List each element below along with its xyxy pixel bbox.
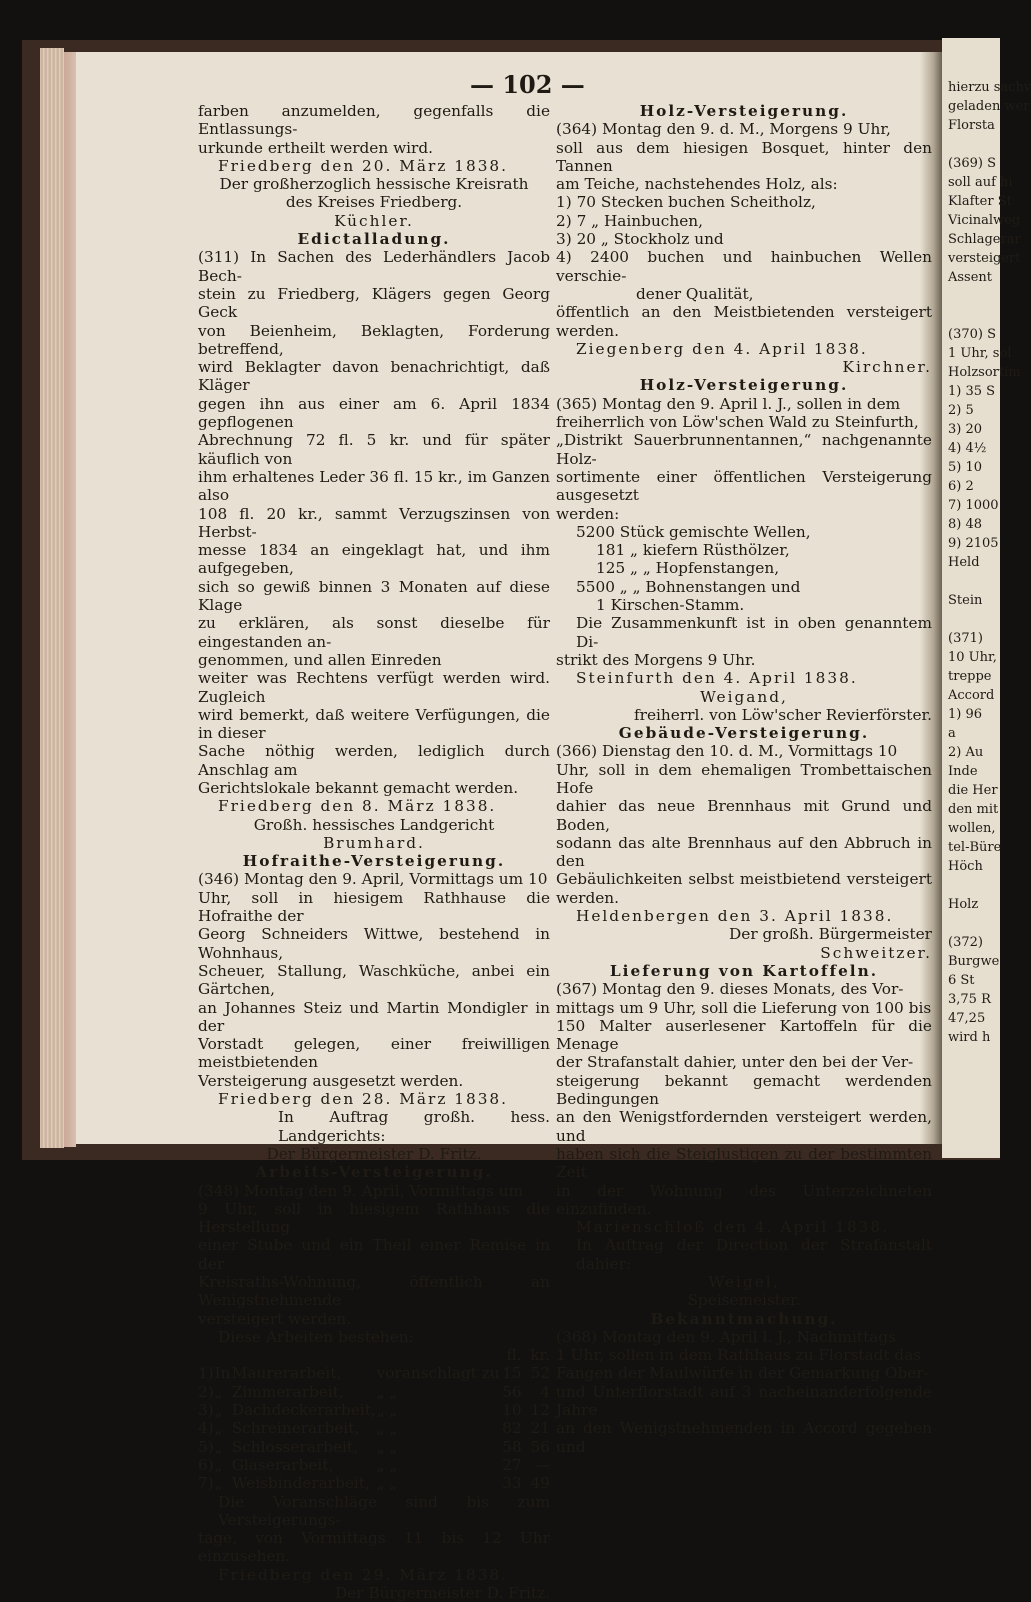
fragment-line [948,135,1008,154]
table-row [198,1401,550,1419]
page-number: — 102 — [470,70,585,99]
cell-kr: 56 [530,1437,550,1456]
right-page-fragment [942,38,1031,1158]
cell-name: Dachdeckerarbeit, [231,1401,376,1420]
cell-name: Schlosserarbeit, [231,1437,358,1456]
cell-kr: 52 [530,1364,550,1383]
cell-ditto: „ [214,1401,223,1420]
fragment-line: Assent [948,270,993,285]
fragment-line [948,610,1008,629]
cell-ditto: „ [214,1437,223,1456]
text-line: Sache nöthig werden, lediglich durch Anschlag am [198,742,550,779]
text-line: tage, von Vormittags 11 bis 12 Uhr einzusehen. [198,1529,550,1566]
text-line: (368) Montag den 9. April l. J., Nachmittags [556,1327,896,1346]
text-line: weiter was Rechtens verfügt werden wird. Zugleich [198,669,550,706]
text-line: soll aus dem hiesigen Bosquet, hinter den Tannen [556,138,932,175]
fragment-line [948,306,1008,325]
text-line: Gebäulichkeiten selbst meistbietend versteigert werden. [556,870,932,907]
text-line: (365) Montag den 9. April l. J., sollen in dem [556,394,901,413]
text-line: stein zu Friedberg, Klägers gegen Georg Geck [198,284,550,322]
text-line: Holz-Versteigerung. [639,102,849,120]
text-line: Georg Schneiders Wittwe, bestehend in Wohnhaus, [198,925,550,962]
text-line: 3) 20 „ Stockholz und [556,230,724,249]
table-row [198,1419,550,1437]
text-line: steigerung bekannt gemacht werdenden Bedingungen [556,1071,932,1109]
fragment-line: Holz [948,897,979,912]
text-line: In Auftrag großh. hess. Landgerichts: [278,1108,550,1145]
cell-note: „ „ [376,1474,398,1493]
text-line: (311) In Sachen des Lederhändlers Jacob Bech- [198,248,550,285]
text-line: Edictalladung. [297,230,451,249]
text-line: Hofraithe-Versteigerung. [242,852,506,871]
text-line: 1 Kirschen-Stamm. [596,596,745,615]
fragment-line: 1) 35 S [948,384,996,399]
table-row [198,1438,550,1456]
text-line: Kreisraths-Wohnung, öffentlich an Wenigstnehmende [198,1273,550,1310]
text-line: Friedberg den 28. März 1838. [218,1090,509,1109]
fragment-line: die Her [948,783,998,798]
text-line: Steinfurth den 4. April 1838. [576,669,858,688]
cell-name: Maurerarbeit, [231,1364,342,1383]
right-page-text [948,78,1031,1047]
fragment-line: den mit [948,802,999,817]
text-line: freiherrlich von Löw'schen Wald zu Steinfurth, [556,413,919,432]
fragment-line: 10 Uhr, [948,650,997,665]
table-row [198,1456,550,1474]
text-line: zu erklären, als sonst dieselbe für eingestanden an- [198,614,550,651]
text-line: Der Bürgermeister D. Fritz. [334,1584,550,1602]
text-line: Friedberg den 20. März 1838. [218,156,509,175]
text-line: Speisemeister. [687,1291,801,1310]
cell-num: 4) [198,1419,214,1438]
text-line: Friedberg den 29. März 1838. [218,1565,509,1584]
text-line: ihm erhaltenes Leder 36 fl. 15 kr., im Ganzen also [198,467,550,505]
text-line: an den Wenigstnehmenden in Accord gegeben und [556,1419,932,1456]
text-line: (346) Montag den 9. April, Vormittags um 10 [198,870,548,889]
fragment-line: 1 Uhr, sol [948,346,1012,361]
text-line: Uhr, soll in dem ehemaligen Trombettaischen Hofe [556,760,932,797]
fragment-line: Burgwe [948,954,1000,969]
table-row [198,1383,550,1401]
fragment-line: 47,25 [948,1011,986,1026]
fragment-line: Accord [948,688,995,703]
text-line: sodann das alte Brennhaus auf den Abbruch in den [556,833,932,871]
text-line: öffentlich an den Meistbietenden versteigert werden. [556,303,932,340]
works-table [198,1346,550,1492]
cell-ditto: „ [214,1382,223,1401]
fragment-line: a [948,726,956,741]
text-line: 125 „ „ Hopfenstangen, [596,559,780,578]
text-line: und Unterflorstadt auf 3 nacheinanderfolgende Jahre [556,1382,932,1420]
text-line: wird Beklagter davon benachrichtigt, daß Kläger [198,358,550,395]
cell-kr: 12 [530,1401,550,1420]
text-line: sich so gewiß binnen 3 Monaten auf diese Klage [198,577,550,615]
text-line: Marienschloß den 4. April 1838. [576,1218,889,1237]
text-line: (348) Montag den 9. April, Vormittags um [198,1181,524,1200]
fragment-line [948,876,1008,895]
fragment-line: Klafter St [948,194,1012,209]
works-intro: Diese Arbeiten bestehen: [218,1327,414,1346]
fragment-line: Held [948,555,980,570]
text-line: Großh. hessisches Landgericht [253,815,495,834]
text-line: Küchler. [334,211,414,230]
text-line: dahier das neue Brennhaus mit Grund und Boden, [556,797,932,834]
text-line: dener Qualität, [636,284,754,303]
cell-note: „ „ [376,1455,398,1474]
fragment-line: 8) 48 [948,517,983,532]
page-edges-inner [64,52,76,1147]
text-line: Weigand, [700,687,788,706]
text-line: Ziegenberg den 4. April 1838. [576,339,868,358]
text-line: gegen ihn aus einer am 6. April 1834 gepflogenen [198,394,550,432]
cell-num: 2) [198,1382,214,1401]
text-line: urkunde ertheilt werden wird. [198,138,434,157]
text-line: der Strafanstalt dahier, unter den bei der Ver- [556,1053,914,1072]
text-line: an den Wenigstfordernden versteigert werden, und [556,1108,932,1145]
left-column-tail [198,1493,550,1602]
text-line: 150 Malter auserlesener Kartoffeln für die Menage [556,1016,932,1054]
table-row [198,1474,550,1492]
cell-note: voranschlagt zu [376,1364,500,1383]
text-line: Abrechnung 72 fl. 5 kr. und für später käuflich von [198,431,550,468]
text-line: In Auftrag der Direction der Strafanstalt dahier: [576,1236,932,1273]
fragment-line: (370) S [948,327,996,342]
fragment-line: Schlagerar [948,232,1021,247]
text-line: Gerichtslokale bekannt gemacht werden. [198,778,519,797]
cell-kr: — [534,1455,550,1474]
text-line: versteigert werden. [198,1309,352,1328]
fragment-line: (372) [948,935,983,950]
text-line: „Distrikt Sauerbrunnentannen,“ nachgenannte Holz- [556,431,932,468]
text-line: Brumhard. [323,833,425,852]
cell-num: 3) [198,1401,214,1420]
text-line: Scheuer, Stallung, Waschküche, anbei ein Gärtchen, [198,961,550,999]
text-line: Heldenbergen den 3. April 1838. [576,907,894,926]
text-line: Bekanntmachung. [650,1309,838,1328]
cell-fl: 33 [502,1474,522,1493]
text-line: messe 1834 an eingeklagt hat, und ihm aufgegeben, [198,541,550,578]
text-line: Kirchner. [842,358,932,377]
fragment-line: versteigert [948,251,1021,266]
fragment-line [948,287,1008,306]
fragment-line: Holzsortim [948,365,1021,380]
text-line: werden: [556,504,620,523]
page-edges [40,48,64,1148]
fragment-line: 6) 2 [948,479,974,494]
cell-name: Zimmerarbeit, [231,1382,344,1401]
cell-kr: 4 [540,1382,550,1401]
fragment-line: 7) 1000 [948,498,999,513]
text-line: am Teiche, nachstehendes Holz, als: [556,175,838,194]
fragment-line: 6 St [948,973,975,988]
fragment-line: 3,75 R [948,992,991,1007]
table-row [198,1364,550,1382]
fragment-line: geladen wer [948,99,1030,114]
fragment-line: 4) 4½ [948,441,987,456]
text-line: Der großh. Bürgermeister [729,925,932,944]
fragment-line: wollen, [948,821,996,836]
fragment-line: Florsta [948,118,995,133]
text-line: 2) 7 „ Hainbuchen, [556,211,703,230]
text-line: 4) 2400 buchen und hainbuchen Wellen verschie- [556,248,932,285]
cell-ditto: In [214,1364,231,1383]
text-line: von Beienheim, Beklagten, Forderung betreffend, [198,321,550,358]
cell-ditto: „ [214,1455,223,1474]
text-line: farben anzumelden, gegenfalls die Entlassungs- [198,102,550,139]
cell-kr: 49 [530,1474,550,1493]
text-line: Schweitzer. [820,943,932,962]
cell-num: 7) [198,1474,214,1493]
text-line: einer Stube und ein Theil einer Remise in der [198,1236,550,1273]
fragment-line [948,914,1008,933]
text-line: freiherrl. von Löw'scher Revierförster. [634,705,932,724]
text-line: (366) Dienstag den 10. d. M., Vormittags 10 [556,742,898,761]
fragment-line [948,572,1008,591]
text-line: Versteigerung ausgesetzt werden. [198,1071,464,1090]
cell-num: 6) [198,1455,214,1474]
text-line: in der Wohnung des Unterzeichneten einzufinden. [556,1181,932,1218]
left-column [198,102,550,1602]
text-line: 1 Uhr, sollen in dem Rathhaus zu Florstadt das [556,1346,922,1365]
text-line: Uhr, soll in hiesigem Rathhause die Hofraithe der [198,888,550,926]
cell-kr: 21 [530,1419,550,1438]
cell-ditto: „ [214,1419,223,1438]
cell-fl: 56 [502,1382,522,1401]
cell-name: Weisbinderarbeit, [231,1474,370,1493]
text-line: Der Bürgermeister D. Fritz. [266,1144,482,1163]
cell-fl: 15 [502,1364,522,1383]
fragment-line: tel-Büre [948,840,1002,855]
header-fl: fl. [506,1346,522,1365]
fragment-line: Höch [948,859,983,874]
text-line: (367) Montag den 9. dieses Monats, des Vor- [556,980,904,999]
text-line: 181 „ kiefern Rüsthölzer, [596,541,790,560]
fragment-line: 2) Au [948,745,984,760]
cell-note: „ „ [376,1419,398,1438]
cell-num: 1) [198,1364,214,1383]
text-line: haben sich die Steiglustigen zu der bestimmten Zeit [556,1144,932,1182]
fragment-line: soll auf hi [948,175,1013,190]
left-column-lines [198,102,550,1328]
works-table-header [198,1346,550,1364]
text-line: Gebäude-Versteigerung. [618,724,870,743]
fragment-line: (371) [948,631,983,646]
cell-fl: 27 [502,1455,522,1474]
fragment-line: Stein [948,593,983,608]
fragment-line: treppe [948,669,992,684]
cell-fl: 10 [502,1401,522,1420]
header-kr: kr. [530,1346,550,1365]
cell-num: 5) [198,1437,214,1456]
text-line: strikt des Morgens 9 Uhr. [556,650,756,669]
text-line: Die Voranschläge sind bis zum Versteigerungs- [218,1492,550,1529]
text-line: wird bemerkt, daß weitere Verfügungen, die in dieser [198,705,550,743]
text-line: genommen, und allen Einreden [198,650,442,669]
cell-note: „ „ [376,1437,398,1456]
cell-note: „ „ [376,1382,398,1401]
text-line: 9 Uhr, soll in hiesigem Rathhaus die Herstellung [198,1199,550,1237]
fragment-line: (369) S [948,156,996,171]
fragment-line: 5) 10 [948,460,983,475]
cell-name: Schreinerarbeit, [231,1419,360,1438]
text-line: 5200 Stück gemischte Wellen, [576,522,811,541]
fragment-line: hierzu sachv [948,80,1031,95]
cell-note: „ „ [376,1401,398,1420]
fragment-line: 2) 5 [948,403,974,418]
fragment-line: 1) 96 [948,707,983,722]
text-line: 1) 70 Stecken buchen Scheitholz, [556,193,816,212]
text-line: Die Zusammenkunft ist in oben genanntem Di- [576,614,932,651]
text-line: Friedberg den 8. März 1838. [218,797,497,816]
text-line: mittags um 9 Uhr, soll die Lieferung von 100 bis [556,998,932,1017]
fragment-line: wird h [948,1030,991,1045]
text-line: an Johannes Steiz und Martin Mondigler in der [198,998,550,1035]
cell-ditto: „ [214,1474,223,1493]
right-column-lines [556,102,932,1456]
text-line: Arbeits-Versteigerung. [255,1163,493,1182]
text-line: Lieferung von Kartoffeln. [609,961,879,980]
cell-fl: 82 [502,1419,522,1438]
text-line: des Kreises Friedberg. [285,193,463,212]
text-line: 108 fl. 20 kr., sammt Verzugszinsen von Herbst- [198,504,550,541]
text-line: Holz-Versteigerung. [639,376,849,395]
text-line: Fangen der Maulwürfe in der Gemarkung Ober- [556,1364,929,1383]
fragment-line: Vicinalweg [948,213,1021,228]
text-line: 5500 „ „ Bohnenstangen und [576,577,801,596]
text-line: Weigel, [708,1273,780,1291]
cell-name: Glaserarbeit, [231,1455,334,1474]
cell-fl: 58 [502,1437,522,1456]
fragment-line: 9) 2105 [948,536,999,551]
text-line: Vorstadt gelegen, einer freiwilligen meistbietenden [198,1035,550,1072]
text-line: Der großherzoglich hessische Kreisrath [219,175,529,194]
right-column [556,102,932,1456]
fragment-line: 3) 20 [948,422,983,437]
text-line: sortimente einer öffentlichen Versteigerung ausgesetzt [556,467,932,505]
text-line: (364) Montag den 9. d. M., Morgens 9 Uhr, [556,120,891,139]
fragment-line: Inde [948,764,978,779]
